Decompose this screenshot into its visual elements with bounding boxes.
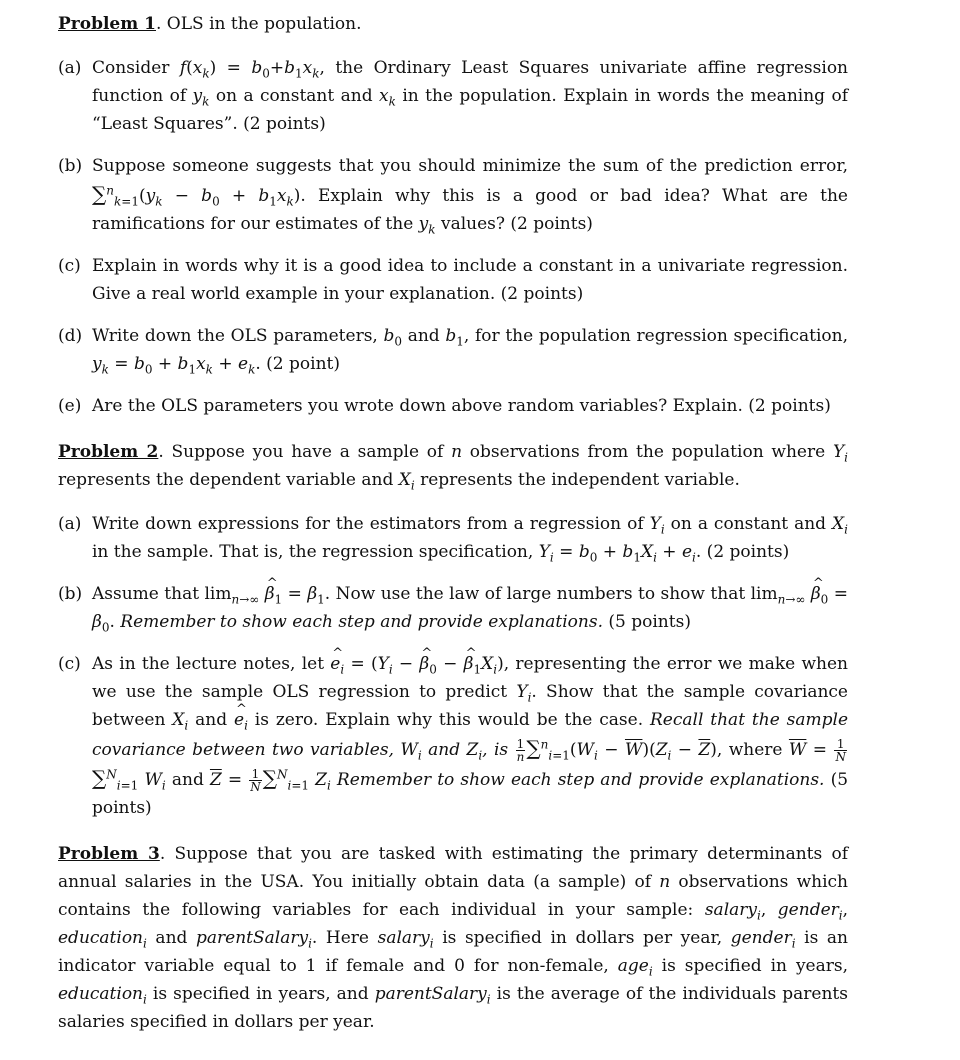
p1-part-e: (e) Are the OLS parameters you wrote down above random variables? Explain. (2 points): [58, 396, 831, 416]
p1-part-c: (c) Explain in words why it is a good idea to include a constant in a univariate regression. Give a real world example in your explanation. (2 points): [58, 256, 848, 304]
document-page: [58, 10, 848, 1036]
p1-part-b: (b) Suppose someone suggests that you should minimize the sum of the prediction error, $\sum^n_{k=1}(y_k - b_0 + b_1x_k)$. Explain why this is a good or bad idea? What are the ramifications for our estimates of the $y_k$ values? (2 points): [58, 156, 848, 237]
problem-3-title: Problem 3: [58, 844, 160, 864]
problem-2-title: Problem 2: [58, 442, 159, 462]
problem-1-heading: Problem 1. OLS in the population.: [58, 14, 362, 34]
p1-part-a: (a) Consider $f(x_k) = b_0+b_1x_k$, the Ordinary Least Squares univariate affine regression function of $y_k$ on a constant and $x_k$ in the population. Explain in words the meaning of “Least Squares”. (2 points): [58, 58, 848, 134]
problem-1-title: Problem 1: [58, 14, 156, 34]
p2-part-c: (c) As in the lecture notes, let ^ $e_i = (Y_i$ − ^ $\beta_0$ − ^ $\beta_1X_i$), representing the error we make when we use the sample OLS regression to predict $Y_i$. Show that the sample covariance between $X_i$ and ^ $e_i$ is zero. Explain why this would be the case. Recall that the sample covariance between two variables, $W_i$ and $Z_i$, is $\frac{1}{n}$ $\sum^n_{i=1}(W_i - \overline{W})(Z_i - \overline{Z})$, where $\overline{W}$ = $\frac{1}{N}$ ∑$^N_{i=1}$ $W_i$ and $\overline{Z}$ = $\frac{1}{N}$ ∑$^N_{i=1}$ $Z_i$ Remember to show each step and provide explanations. (5 points): [58, 650, 848, 822]
p2-part-b: (b) Assume that $\lim_{n\to\infty}$ ^ $\beta_1 = \beta_1$. Now use the law of large numbers to show that $\lim_{n\to\infty}$ ^ $\beta_0 = \beta_0$. Remember to show each step and provide explanations. (5 points): [58, 580, 848, 636]
p2-part-a: (a) Write down expressions for the estimators from a regression of $Y_i$ on a constant and $X_i$ in the sample. That is, the regression specification, $Y_i = b_0 + b_1X_i + e_i$. (2 points): [58, 514, 848, 565]
problem-2-intro: Problem 2. Suppose you have a sample of n observations from the population where $Y_i$ represents the dependent variable and $X_i$ represents the independent variable.: [58, 442, 849, 493]
problem-3-body: Problem 3. Suppose that you are tasked with estimating the primary determinants of annual salaries in the USA. You initially obtain data (a sample) of n observations which contains the following variables for each individual in your sample: salary$_i$, gender$_i$, education$_i$ and parentSalary$_i$. Here salary$_i$ is specified in dollars per year, gender$_i$ is an indicator variable equal to 1 if female and 0 for non-female, age$_i$ is specified in years, education$_i$ is specified in years, and parentSalary$_i$ is the average of the individuals parents salaries specified in dollars per year.: [58, 844, 849, 1032]
p1-part-d: (d) Write down the OLS parameters, $b_0$ and $b_1$, for the population regression specification, $y_k = b_0 + b_1x_k + e_k$. (2 point): [58, 326, 848, 377]
